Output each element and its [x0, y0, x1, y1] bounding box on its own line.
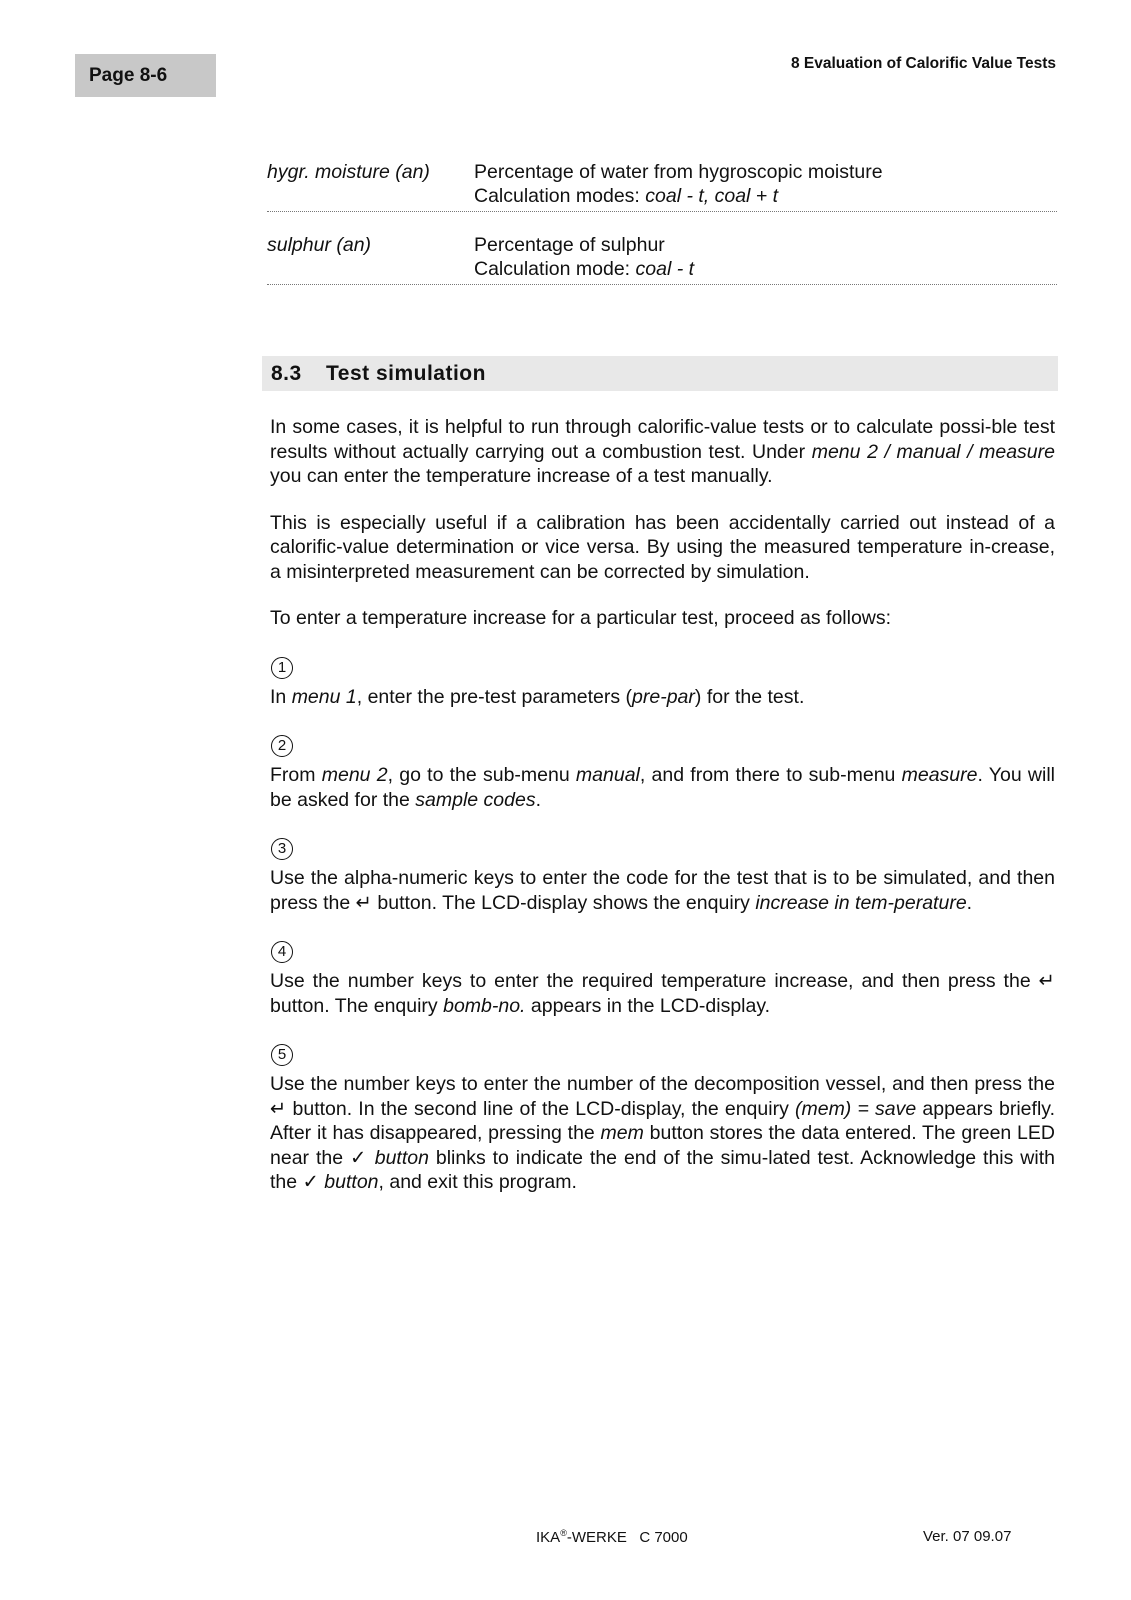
step-number-circle: 3 [271, 838, 293, 860]
definition-table [267, 160, 1057, 306]
step-3 [270, 834, 1055, 915]
definition-row [267, 233, 1057, 285]
step-number-circle: 4 [271, 941, 293, 963]
step-text: From menu 2, go to the sub-menu manual, and from there to sub-menu measure. You will be asked for the sample codes. [270, 764, 1056, 811]
section-number: 8.3 [271, 362, 302, 385]
text-run: In some cases, it is helpful to run through calorific-value tests or to calculate possi-ble test results without actually carrying out a combustion test. Under [270, 416, 1055, 463]
section-title: Test simulation [326, 362, 486, 385]
footer-brand: IKA [536, 1529, 561, 1546]
definition-row [267, 160, 1057, 212]
footer-product [536, 1528, 688, 1546]
definition-term: hygr. moisture (an) [267, 161, 430, 183]
section-heading [262, 356, 1058, 391]
definition-line-prefix: Calculation mode: [474, 258, 636, 280]
definition-term: sulphur (an) [267, 234, 372, 256]
page-number-tag: Page 8-6 [75, 54, 216, 97]
section-body [270, 415, 1055, 1217]
footer-version: Ver. 07 09.07 [923, 1528, 1012, 1545]
step-5 [270, 1040, 1055, 1195]
definition-line-italic: coal - t, coal + t [645, 185, 779, 207]
text-run-italic: menu 2 / manual / measure [811, 440, 1055, 463]
step-text: Use the number keys to enter the number of the decomposition vessel, and then press the ↵ button. In the second line of the LCD-display, the enquiry (mem) = save appears briefly. After it has disappeared, pressing the mem button stores the data entered. The green LED near the ✓ button blinks to indicate the end of the simu-lated test. Acknowledge this with the ✓ button, and exit this program. [270, 1073, 1056, 1193]
step-1 [270, 653, 1055, 710]
definition-line-italic: coal - t [635, 258, 695, 280]
footer-model: -WERKE C 7000 [566, 1529, 688, 1546]
chapter-title: 8 Evaluation of Calorific Value Tests [790, 55, 1056, 72]
definition-line-prefix: Calculation modes: [474, 185, 646, 207]
definition-description [474, 233, 1057, 281]
step-4 [270, 937, 1055, 1018]
step-number-circle: 2 [271, 735, 293, 757]
step-number-circle: 5 [271, 1044, 293, 1066]
step-text: In menu 1, enter the pre-test parameters (pre-par) for the test. [270, 685, 805, 708]
paragraph-intro [270, 415, 1055, 489]
definition-line: Percentage of sulphur [474, 234, 665, 256]
step-text: Use the alpha-numeric keys to enter the code for the test that is to be simulated, and then press the ↵ button. The LCD-display shows the enquiry increase in tem-perature. [270, 867, 1055, 914]
definition-line [474, 184, 1057, 208]
paragraph-procedure-intro: To enter a temperature increase for a particular test, proceed as follows: [270, 607, 892, 629]
text-run: you can enter the temperature increase of a test manually. [270, 465, 773, 487]
definition-line [474, 257, 1057, 281]
paragraph-usefulness: This is especially useful if a calibration has been accidentally carried out instead of a calorific-value determination or vice versa. By using the measured temperature in-crease, a misinterpreted measurement can be corrected by simulation. [270, 511, 1055, 583]
registered-mark: ® [560, 1528, 567, 1538]
step-2 [270, 731, 1055, 812]
definition-line: Percentage of water from hygroscopic moisture [474, 161, 883, 183]
definition-description [474, 160, 1057, 208]
step-number-circle: 1 [271, 657, 293, 679]
step-text: Use the number keys to enter the required temperature increase, and then press the ↵ button. The enquiry bomb-no. appears in the LCD-display. [270, 970, 1055, 1017]
